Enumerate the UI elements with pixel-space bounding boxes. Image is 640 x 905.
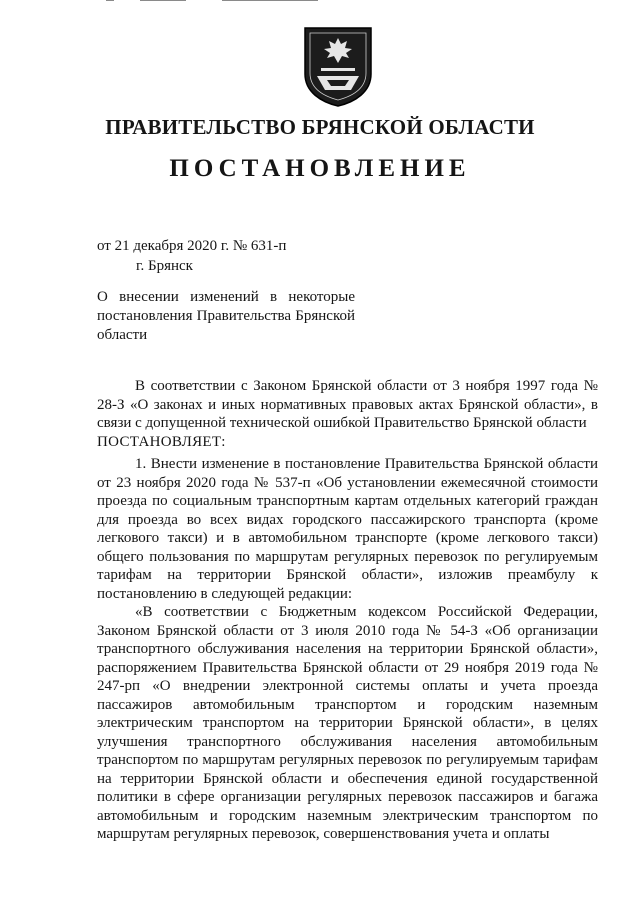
scan-artifact-line (222, 0, 318, 1)
scan-artifact-line (140, 0, 186, 1)
document-body (97, 377, 598, 844)
decree-word: ПОСТАНОВЛЯЕТ: (97, 433, 226, 450)
document-type-title: ПОСТАНОВЛЕНИЕ (169, 155, 471, 182)
document-meta (97, 236, 286, 276)
document-subject: О внесении изменений в некоторые постановления Правительства Брянской области (97, 289, 355, 343)
quoted-preamble-paragraph: «В соответствии с Бюджетным кодексом Российской Федерации, Законом Брянской области от 3 июля 2010 года № 54-З «Об организации транспортного обслуживания населения на территории Брянской области», распоряжением Правительства Брянской области от 29 ноября 2019 года № 247-рп «О внедрении электронной системы оплаты и учета проезда пассажиров автомобильным транспортом и городским наземным электрическим транспортом на территории Брянской области», в целях улучшения транспортного обслуживания населения автомобильным транспортом по маршрутам регулярных перевозок по регулируемым тарифам на территории Брянской области и обеспечения единой государственной политики в сфере организации регулярных перевозок пассажиров и багажа автомобильным и городским наземным электрическим транспортом по маршрутам регулярных перевозок, совершенствования учета и оплаты (97, 604, 598, 842)
scan-artifact-line (106, 0, 114, 1)
bryansk-oblast-coat-of-arms-icon (301, 24, 375, 108)
organization-name: ПРАВИТЕЛЬСТВО БРЯНСКОЙ ОБЛАСТИ (105, 115, 535, 139)
item-1-paragraph: 1. Внести изменение в постановление Правительства Брянской области от 23 ноября 2020 года № 537-п «Об установлении ежемесячной стоимости проезда по социальным транспортным картам отдельных категорий граждан для проезда во всех видах городского пассажирского транспорта (кроме легкового такси) и в автомобильном транспорте (кроме легкового такси) общего пользования по маршрутам регулярных перевозок по регулируемым тарифам на территории Брянской области», изложив преамбулу к постановлению в следующей редакции: (97, 456, 598, 602)
document-date-number: от 21 декабря 2020 г. № 631-п (97, 238, 287, 254)
preamble-paragraph: В соответствии с Законом Брянской области от 3 ноября 1997 года № 28-З «О законах и иных нормативных правовых актах Брянской области», в связи с допущенной технической ошибкой Правительство Брянской области (97, 378, 598, 431)
document-city: г. Брянск (136, 258, 193, 274)
